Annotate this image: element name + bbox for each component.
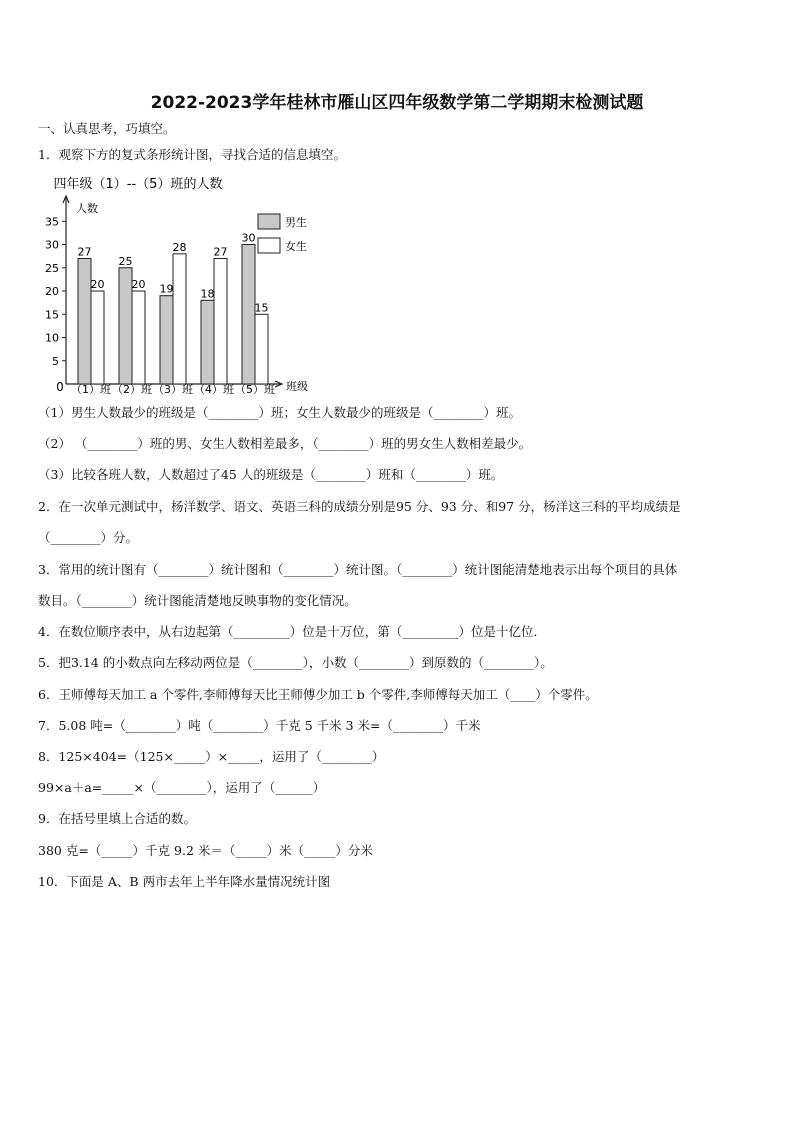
bar-boys xyxy=(201,300,214,384)
bar-boys xyxy=(78,258,91,384)
category-label: （3）班 xyxy=(153,383,193,396)
bar-data-label: 15 xyxy=(254,301,269,315)
bar-data-label: 27 xyxy=(213,245,228,259)
bar-chart-svg xyxy=(38,172,308,397)
question-8-line-1: 8．125×404=（125×_____）×_____，运用了（________） xyxy=(38,749,385,764)
bar-data-label: 19 xyxy=(159,282,174,296)
bar-data-label: 25 xyxy=(118,254,133,268)
legend-label: 女生 xyxy=(285,240,307,253)
question-3-line-1: 3．常用的统计图有（________）统计图和（________）统计图。（________）统计图能清楚地表示出每个项目的具体 xyxy=(38,562,678,577)
bar-data-label: 18 xyxy=(200,287,215,301)
category-label: （4）班 xyxy=(194,383,234,396)
bar-chart xyxy=(38,172,308,397)
bar-boys xyxy=(119,268,132,384)
question-1-sub-2: （2） （________）班的男、女生人数相差最多，（________）班的男女生人数相差最少。 xyxy=(38,436,532,451)
bar-girls xyxy=(214,258,227,384)
question-1-sub-1: （1）男生人数最少的班级是（________）班；女生人数最少的班级是（________）班。 xyxy=(38,405,521,420)
question-4: 4．在数位顺序表中，从右边起第（_________）位是十万位，第（_________）位是十亿位． xyxy=(38,624,546,639)
x-axis-label: 班级 xyxy=(286,380,308,393)
bar-girls xyxy=(132,291,145,384)
chart-title: 四年级（1）--（5）班的人数 xyxy=(53,177,223,192)
question-1-stem: 1．观察下方的复式条形统计图，寻找合适的信息填空。 xyxy=(38,147,346,162)
y-tick-label: 20 xyxy=(45,285,59,299)
y-tick-label: 10 xyxy=(45,331,59,345)
question-8-line-2: 99×a＋a=_____×（________），运用了（______） xyxy=(38,780,326,795)
chart-bars xyxy=(71,232,275,396)
legend-label: 男生 xyxy=(285,216,307,229)
bar-data-label: 28 xyxy=(172,240,187,254)
category-label: （2）班 xyxy=(112,383,152,396)
question-5: 5．把3.14 的小数点向左移动两位是（________），小数（________）到原数的（________）。 xyxy=(38,655,553,670)
bar-data-label: 20 xyxy=(90,278,105,292)
y-tick-label: 30 xyxy=(45,238,59,252)
bar-data-label: 20 xyxy=(131,278,146,292)
y-axis-label: 人数 xyxy=(76,202,98,215)
section-heading: 一、认真思考，巧填空。 xyxy=(38,121,176,136)
category-label: （1）班 xyxy=(71,383,111,396)
chart-legend xyxy=(258,214,307,253)
bar-data-label: 30 xyxy=(241,231,256,245)
question-1-sub-3: （3）比较各班人数，人数超过了45 人的班级是（________）班和（________）班。 xyxy=(38,467,504,482)
question-9-stem: 9．在括号里填上合适的数。 xyxy=(38,811,196,826)
bar-girls xyxy=(173,254,186,384)
y-tick-label: 25 xyxy=(45,261,59,275)
bar-girls xyxy=(91,291,104,384)
category-label: （5）班 xyxy=(235,383,275,396)
question-10: 10．下面是 A、B 两市去年上半年降水量情况统计图 xyxy=(38,874,331,889)
question-6: 6．王师傅每天加工 a 个零件,李师傅每天比王师傅少加工 b 个零件,李师傅每天加工（____）个零件。 xyxy=(38,687,598,702)
question-7: 7．5.08 吨=（________）吨（________）千克 5 千米 3 米=（________）千米 xyxy=(38,718,481,733)
y-tick-label: 15 xyxy=(45,308,59,322)
question-3-line-2: 数目。（________）统计图能清楚地反映事物的变化情况。 xyxy=(38,593,357,608)
question-9-line: 380 克=（_____）千克 9.2 米＝（_____）米（_____）分米 xyxy=(38,843,373,858)
legend-swatch xyxy=(258,238,280,253)
origin-label: 0 xyxy=(56,380,64,394)
question-2-line-1: 2．在一次单元测试中，杨洋数学、语文、英语三科的成绩分别是95 分、93 分、和97 分，杨洋这三科的平均成绩是 xyxy=(38,499,681,514)
bar-boys xyxy=(242,245,255,384)
y-tick-label: 35 xyxy=(45,215,59,229)
question-2-line-2: （________）分。 xyxy=(38,530,139,545)
bar-data-label: 27 xyxy=(77,245,92,259)
bar-boys xyxy=(160,296,173,384)
y-tick-label: 5 xyxy=(52,354,59,368)
page-title: 2022-2023学年桂林市雁山区四年级数学第二学期期末检测试题 xyxy=(150,93,644,113)
legend-swatch xyxy=(258,214,280,229)
bar-girls xyxy=(255,314,268,384)
